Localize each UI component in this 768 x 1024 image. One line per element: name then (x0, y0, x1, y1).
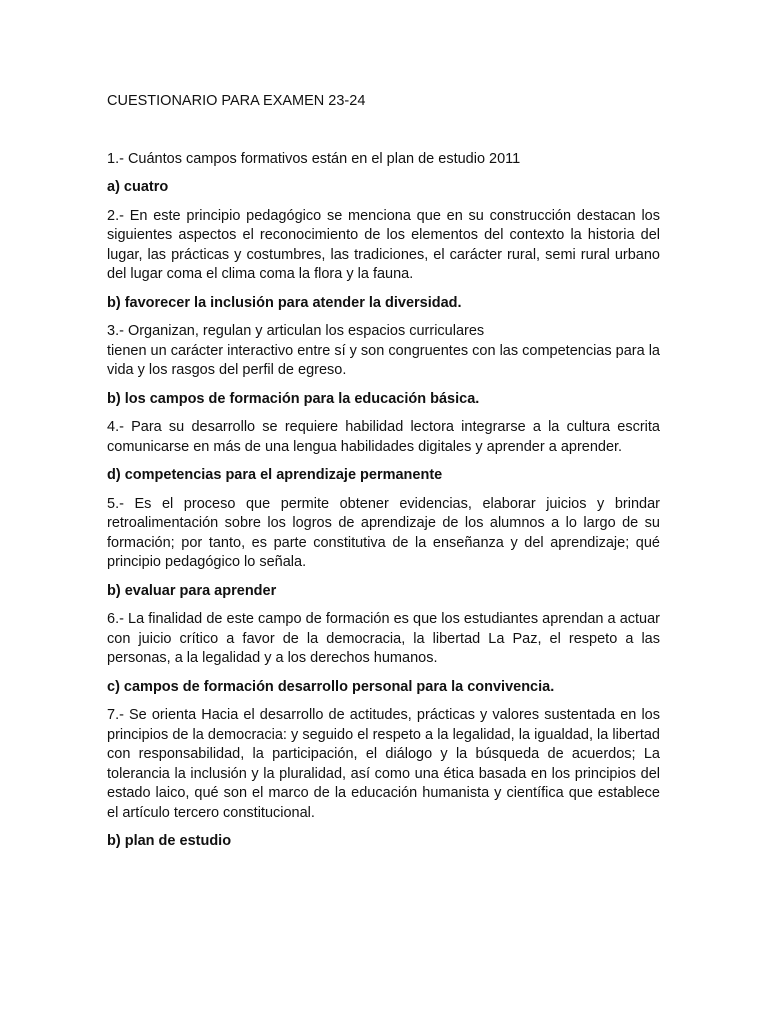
answer-4: d) competencias para el aprendizaje permanente (107, 467, 443, 483)
question-block-4 (107, 418, 660, 486)
question-block-7 (107, 706, 660, 852)
question-block-2 (107, 207, 660, 314)
document-content (107, 92, 660, 861)
document-title: CUESTIONARIO PARA EXAMEN 23-24 (107, 93, 366, 109)
answer-6: c) campos de formación desarrollo personal para la convivencia. (107, 678, 555, 695)
answer-7: b) plan de estudio (107, 833, 232, 849)
question-2-text: 2.- En este principio pedagógico se menciona que en su construcción destacan los siguientes aspectos el reconocimiento de los elementos del contexto la historia del lugar, las prácticas y costumbres, las tradiciones, el carácter rural, semi rural urbano del lugar coma el clima coma la flora y la fauna. (107, 207, 660, 282)
question-1-text: 1.- Cuántos campos formativos están en el plan de estudio 2011 (107, 150, 521, 167)
answer-5: b) evaluar para aprender (107, 582, 277, 599)
question-5 (107, 495, 660, 573)
question-block-5 (107, 495, 660, 602)
question-block-3 (107, 322, 660, 409)
question-6-text: 6.- La finalidad de este campo de formación es que los estudiantes aprendan a actuar con juicio crítico a favor de la democracia, la libertad La Paz, el respeto a las personas, a la legalidad y a los derechos humanos. (107, 611, 660, 666)
question-2 (107, 207, 660, 285)
question-7 (107, 706, 660, 823)
question-7-text: 7.- Se orienta Hacia el desarrollo de actitudes, prácticas y valores sustentada en los principios de la democracia: y seguido el respeto a la legalidad, la igualdad, la libertad con responsabilidad, la participación, el diálogo y la búsqueda de acuerdos; La tolerancia la inclusión y la pluralidad, así como una ética basada en los principios del estado laico, qué son el marco de la educación humanista y científica que establece el artículo tercero constitucional. (107, 707, 660, 821)
question-3 (107, 322, 660, 381)
answer-1: a) cuatro (107, 179, 169, 195)
question-4-text: 4.- Para su desarrollo se requiere habilidad lectora integrarse a la cultura escrita comunicarse en más de una lengua habilidades digitales y aprender a aprender. (107, 419, 660, 455)
question-block-6 (107, 610, 660, 697)
question-6 (107, 610, 660, 669)
question-3-text-line-1: 3.- Organizan, regulan y articulan los espacios curriculares (107, 323, 485, 339)
question-block-1 (107, 150, 660, 198)
answer-2: b) favorecer la inclusión para atender la diversidad. (107, 294, 462, 311)
answer-3: b) los campos de formación para la educación básica. (107, 390, 480, 407)
question-1 (107, 150, 660, 170)
question-5-text: 5.- Es el proceso que permite obtener evidencias, elaborar juicios y brindar retroalimentación sobre los logros de aprendizaje de los alumnos a lo largo de su formación; por tanto, es parte constitutiva de la enseñanza y del aprendizaje; qué principio pedagógico lo señala. (107, 495, 660, 570)
question-3-text-line-2: tienen un carácter interactivo entre sí y son congruentes con las competencias para la vida y los rasgos del perfil de egreso. (107, 342, 660, 378)
question-4 (107, 418, 660, 457)
